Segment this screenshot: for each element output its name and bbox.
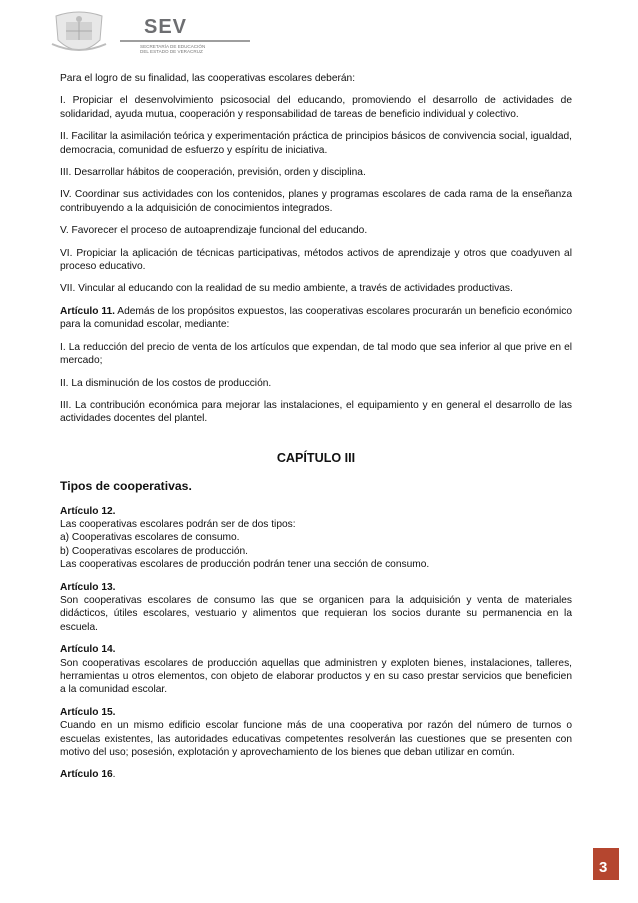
article-13 [60,581,572,635]
list-item: III. La contribución económica para mejorar las instalaciones, el equipamiento y en general el desarrollo de las actividades docentes del plantel. [60,399,572,425]
article-12-line: a) Cooperativas escolares de consumo. [60,532,240,544]
list-item: VI. Propiciar la aplicación de técnicas participativas, métodos activos de aprendizaje y otros que coadyuven al proceso educativo. [60,247,572,273]
page-number: 3 [593,848,619,880]
sev-logo: SEV [144,16,188,38]
article-16-label: Artículo 16 [60,769,113,781]
article-16-suffix: . [112,769,116,781]
logo-subtitle-line-2: DEL ESTADO DE VERACRUZ [140,49,203,54]
list-item: I. Propiciar el desenvolvimiento psicosocial del educando, promoviendo el desarrollo de actividades de solidaridad, ayuda mutua, cooperación y responsabilidad de tareas de beneficio individual y colectivo. [60,95,572,120]
article-12-label: Artículo 12. [60,505,116,517]
article-13-label: Artículo 13. [60,581,116,593]
article-12-line: b) Cooperativas escolares de producción. [60,545,249,557]
article-14-label: Artículo 14. [60,644,116,656]
coat-of-arms-icon [50,10,108,58]
article-15-text: Cuando en un mismo edificio escolar funcione más de una cooperativa por razón del número de turnos o escuelas existentes, las autoridades educativas competentes resolverán las cuestiones que se presenten con motivo del uso; posesión, explotación y aprovechamiento de los bienes que deban utilizar en común. [60,720,572,759]
list-item: III. Desarrollar hábitos de cooperación, previsión, orden y disciplina. [60,167,366,179]
article-14-text: Son cooperativas escolares de producción aquellas que administren y exploten bienes, instalaciones, talleres, herramientas u otros elementos, con objeto de elaborar productos y en su caso prestar servicios que beneficien a la comunidad escolar. [60,657,572,696]
article-15 [60,706,572,760]
section-title: Tipos de cooperativas. [60,479,192,494]
intro-paragraph: Para el logro de su finalidad, las cooperativas escolares deberán: [60,73,356,84]
article-12 [60,505,572,572]
list-item: VII. Vincular al educando con la realidad de su medio ambiente, a través de actividades productivas. [60,283,513,295]
article-14 [60,643,572,697]
article-11 [60,305,572,332]
list-item: V. Favorecer el proceso de autoaprendizaje funcional del educando. [60,225,368,237]
article-11-text: Además de los propósitos expuestos, las cooperativas escolares procurarán un beneficio económico para la comunidad escolar, mediante: [60,305,572,331]
article-12-line: Las cooperativas escolares podrán ser de dos tipos: [60,518,296,530]
list-item: IV. Coordinar sus actividades con los contenidos, planes y programas escolares de cada rama de la enseñanza contribuyendo a la adquisición de conocimientos integrados. [60,189,572,214]
article-12-line: Las cooperativas escolares de producción podrán tener una sección de consumo. [60,559,430,571]
list-item: I. La reducción del precio de venta de los artículos que expendan, de tal modo que sea inferior al que prive en el mercado; [60,341,572,367]
article-13-text: Son cooperativas escolares de consumo las que se organicen para la adquisición y venta de materiales didácticos, útiles escolares, vestuario y alimentos que requieran los socios durante su permanencia en la escuela. [60,594,572,633]
logo-subtitle [140,44,205,54]
article-11-label: Artículo 11. [60,305,115,317]
list-item: II. La disminución de los costos de producción. [60,377,272,389]
article-15-label: Artículo 15. [60,706,116,718]
document-header [44,8,244,60]
chapter-title: CAPÍTULO III [276,450,356,465]
document-body [60,72,572,791]
logo-divider [120,40,250,42]
list-item: II. Facilitar la asimilación teórica y experimentación práctica de principios básicos de convivencia social, igualdad, democracia, comunidad de esfuerzo y espíritu de iniciativa. [60,131,572,156]
article-16 [60,768,572,781]
logo-subtitle-line-1: SECRETARÍA DE EDUCACIÓN [140,44,206,49]
